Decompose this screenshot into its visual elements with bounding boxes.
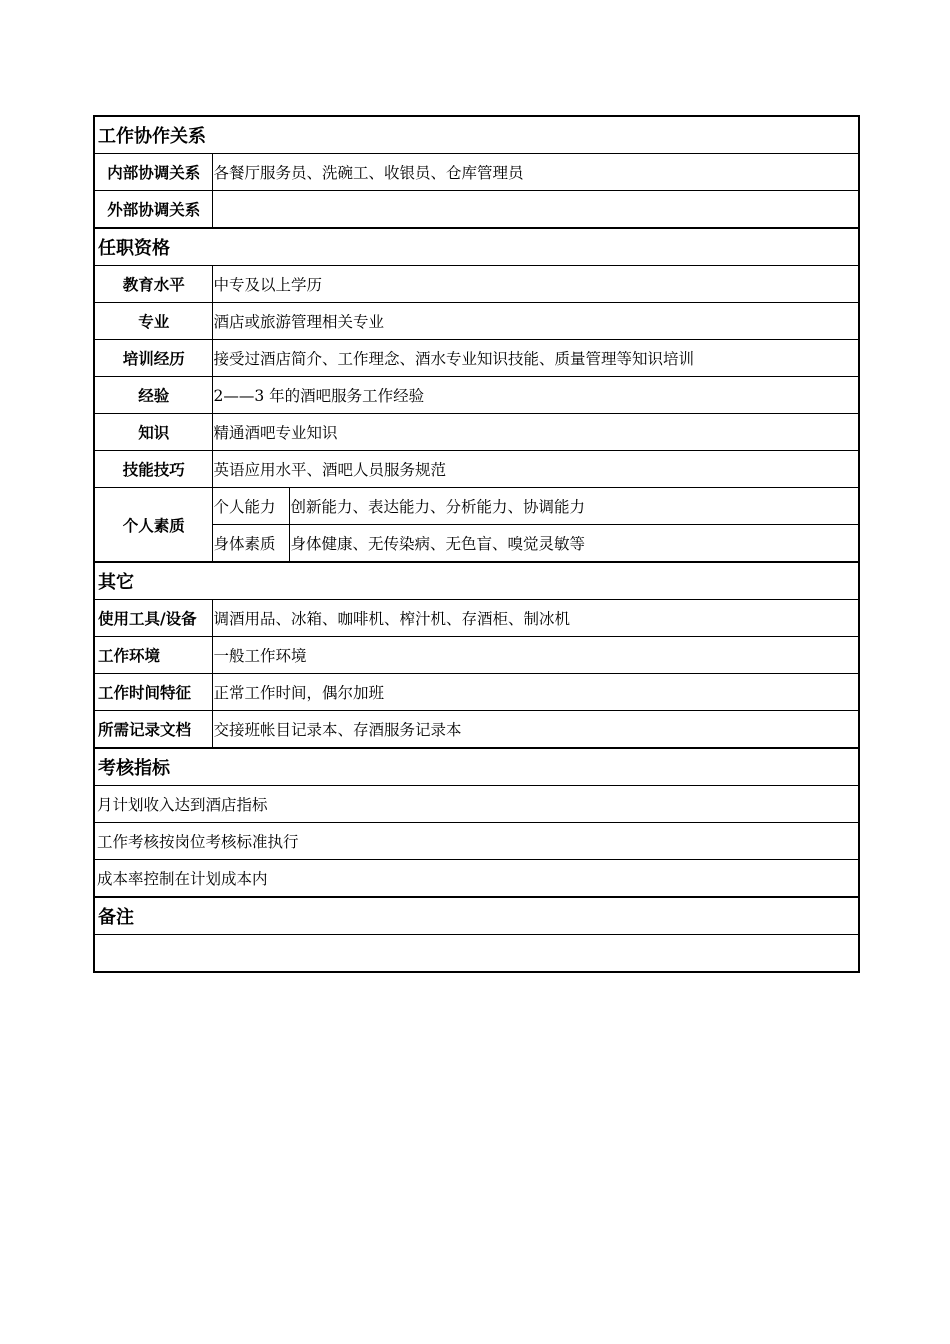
- remarks-value: [94, 935, 859, 973]
- other-label: 使用工具/设备: [94, 600, 212, 637]
- section-collaboration-header: [94, 116, 859, 154]
- section-title: 工作协作关系: [94, 116, 859, 154]
- assessment-item: 成本率控制在计划成本内: [94, 860, 859, 898]
- section-title: 备注: [94, 897, 859, 935]
- internal-coordination-label: 内部协调关系: [94, 154, 212, 191]
- table-row: [94, 377, 859, 414]
- personal-ability-label: 个人能力: [212, 488, 289, 525]
- assessment-item: 工作考核按岗位考核标准执行: [94, 823, 859, 860]
- other-label: 工作时间特征: [94, 674, 212, 711]
- qualification-value: 中专及以上学历: [212, 266, 859, 303]
- table-row: [94, 600, 859, 637]
- section-title: 任职资格: [94, 228, 859, 266]
- external-coordination-label: 外部协调关系: [94, 191, 212, 229]
- table-row: [94, 674, 859, 711]
- table-row: [94, 340, 859, 377]
- other-label: 所需记录文档: [94, 711, 212, 749]
- table-row: [94, 488, 859, 525]
- other-value: 一般工作环境: [212, 637, 859, 674]
- section-title: 考核指标: [94, 748, 859, 786]
- table-row: [94, 303, 859, 340]
- other-value: 调酒用品、冰箱、咖啡机、榨汁机、存酒柜、制冰机: [212, 600, 859, 637]
- list-item: [94, 823, 859, 860]
- table-row: [94, 711, 859, 749]
- qualification-value: 2——3 年的酒吧服务工作经验: [212, 377, 859, 414]
- internal-coordination-value: 各餐厅服务员、洗碗工、收银员、仓库管理员: [212, 154, 859, 191]
- physical-quality-label: 身体素质: [212, 525, 289, 563]
- job-description-table: [93, 115, 860, 973]
- qualification-value: 精通酒吧专业知识: [212, 414, 859, 451]
- table-row: [94, 637, 859, 674]
- physical-quality-value: 身体健康、无传染病、无色盲、嗅觉灵敏等: [289, 525, 859, 563]
- table-row: [94, 451, 859, 488]
- other-value: 正常工作时间，偶尔加班: [212, 674, 859, 711]
- qualification-label: 知识: [94, 414, 212, 451]
- table-row: [94, 154, 859, 191]
- table-row: [94, 935, 859, 973]
- qualification-label: 技能技巧: [94, 451, 212, 488]
- qualification-label: 教育水平: [94, 266, 212, 303]
- table-row: [94, 414, 859, 451]
- qualification-label: 专业: [94, 303, 212, 340]
- qualification-value: 酒店或旅游管理相关专业: [212, 303, 859, 340]
- qualification-value: 接受过酒店简介、工作理念、酒水专业知识技能、质量管理等知识培训: [212, 340, 859, 377]
- list-item: [94, 786, 859, 823]
- table-row: [94, 266, 859, 303]
- section-assessment-header: [94, 748, 859, 786]
- qualification-label: 培训经历: [94, 340, 212, 377]
- qualification-value: 英语应用水平、酒吧人员服务规范: [212, 451, 859, 488]
- qualification-label: 经验: [94, 377, 212, 414]
- personal-ability-value: 创新能力、表达能力、分析能力、协调能力: [289, 488, 859, 525]
- section-qualifications-header: [94, 228, 859, 266]
- external-coordination-value: [212, 191, 859, 229]
- section-other-header: [94, 562, 859, 600]
- other-label: 工作环境: [94, 637, 212, 674]
- other-value: 交接班帐目记录本、存酒服务记录本: [212, 711, 859, 749]
- section-remarks-header: [94, 897, 859, 935]
- list-item: [94, 860, 859, 898]
- section-title: 其它: [94, 562, 859, 600]
- job-description-document: [93, 115, 858, 973]
- table-row: [94, 191, 859, 229]
- personal-quality-label: 个人素质: [94, 488, 212, 563]
- assessment-item: 月计划收入达到酒店指标: [94, 786, 859, 823]
